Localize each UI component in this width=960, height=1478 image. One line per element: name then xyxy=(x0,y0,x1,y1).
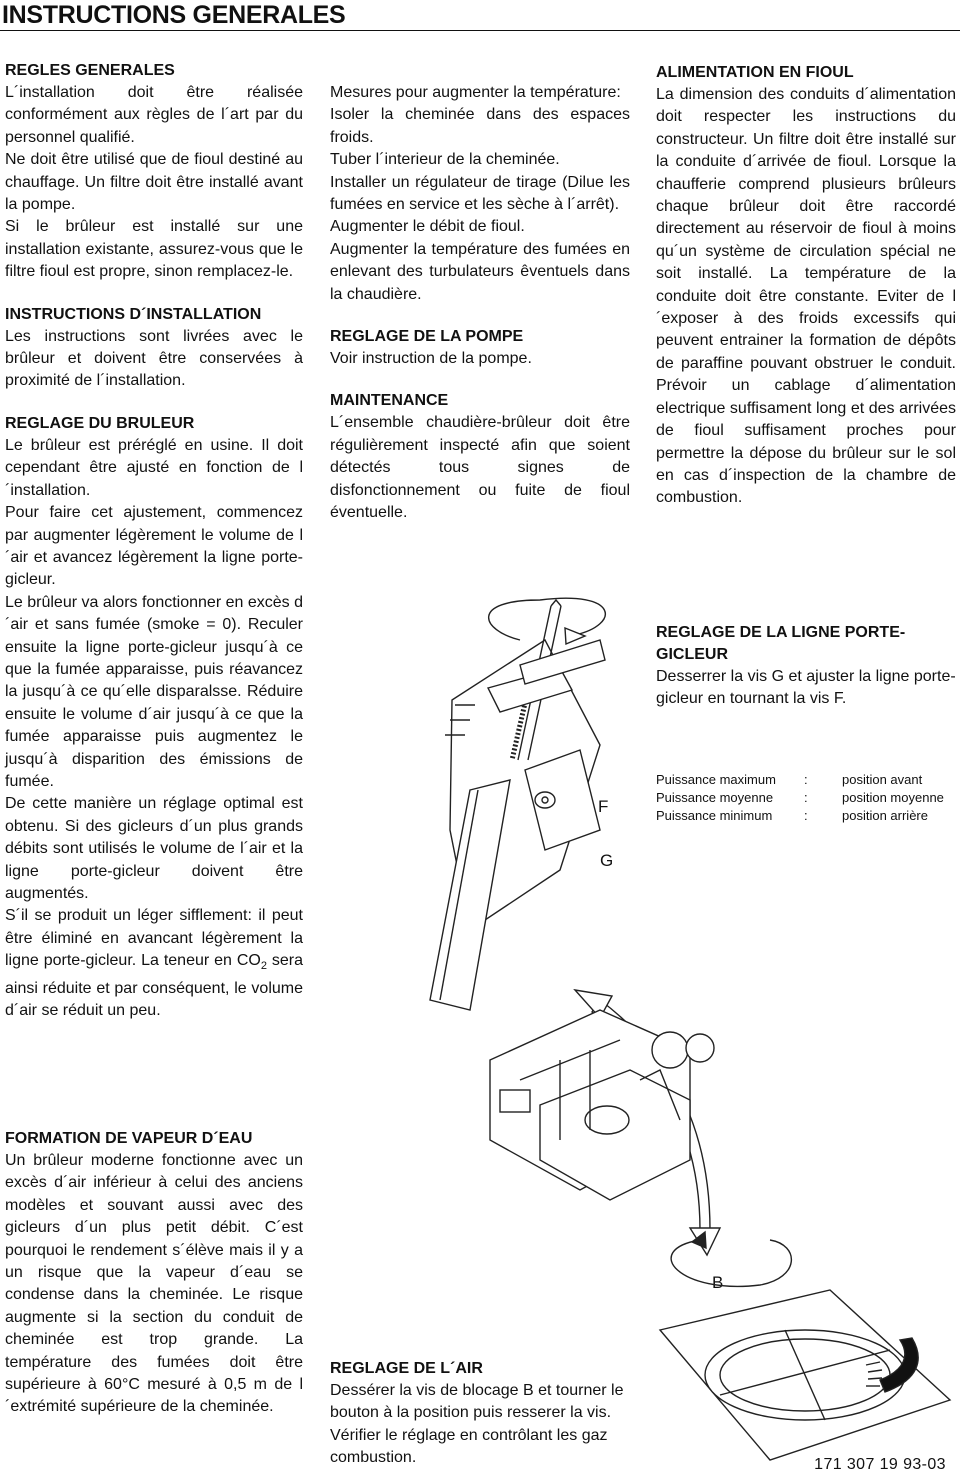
paragraph: Tuber l´interieur de la cheminée. xyxy=(330,151,560,169)
table-row: Puissance minimum : position arrière xyxy=(656,808,928,823)
paragraph: De cette manière un réglage optimal est obtenu. Si des gicleurs d´un plus grands débits sont utilisés le volume de l´air et la ligne porte-gicleur doivent être augmentés. xyxy=(5,795,303,902)
paragraph-co2: S´il se produit un léger sifflement: il peut être éliminé en avancant légèrement la ligne porte-gicleur. La teneur en $CO_2$ sera ainsi réduite et par conséquent, le volume d´air se réduit un peu. xyxy=(5,907,303,1020)
burner-unit-illustration xyxy=(490,1010,714,1200)
label-f: F xyxy=(598,797,609,816)
heading-reglage-pompe: REGLAGE DE LA POMPE xyxy=(330,328,524,346)
nozzle-line-adjustment-diagram xyxy=(430,598,605,1010)
heading-regles-generales: REGLES GENERALES xyxy=(5,62,175,79)
heading-maintenance: MAINTENANCE xyxy=(330,392,449,410)
paragraph: Mesures pour augmenter la température: xyxy=(330,84,621,101)
paragraph: Augmenter le débit de fioul. xyxy=(330,218,525,236)
paragraph: Augmenter la température des fumées en enlevant des turbulateurs êventuels dans la chaudière. xyxy=(330,240,630,303)
paragraph: Dessérer la vis de blocage B et tourner le bouton à la position puis resserer la vis. Vérifier le réglage en contrôlant les gaz combustion. xyxy=(330,1382,624,1467)
document-code: 171 307 19 93-03 xyxy=(814,1456,946,1473)
paragraph: La dimension des conduits d´alimentation doit respecter les instructions du constructeur. Un filtre doit être installé sur la conduite d´arrivée de fioul. Lorsque la chaufferie comprend plusieurs brûleurs chaque brûleur doit être raccordé directement au réservoir de fioul à moins qu´un système de circulation spécial ne soit installé. La température de la conduite doit être constante. Eviter de l´exposer à des froids excessifs qui peuvent entrainer la formation de dépôts de paraffine pouvant obstruer le conduit. Prévoir un cablage d´alimentation electrique suffisament long et des arrivées de fioul suffisament proches pour permettre la dépose du brûleur sur le sol en cas d´inspection de la chambre de combustion. xyxy=(656,86,956,507)
paragraph: Desserrer la vis G et ajuster la ligne porte-gicleur en tournant la vis F. xyxy=(656,668,956,708)
heading-instructions-installation: INSTRUCTIONS D´INSTALLATION xyxy=(5,305,262,323)
table-row: Puissance maximum : position avant xyxy=(656,772,923,787)
heading-reglage-bruleur: REGLAGE DU BRULEUR xyxy=(5,414,195,432)
heading-formation-vapeur: FORMATION DE VAPEUR D´EAU xyxy=(5,1130,253,1147)
paragraph: Installer un régulateur de tirage (Dilue les fumées en service et les sèche à l´arrêt). xyxy=(330,173,630,214)
paragraph: Un brûleur moderne fonctionne avec un excès d´air inférieur à celui des anciens modèles et souvant aussi avec des gicleurs d´un plus petit débit. C´est pourquoi le rendement s´élève mais il y a un risque que la vapeur d´eau se condense dans la cheminée. Le risque augmente si la section du conduit de cheminée est trop grande. La température des fumées doit être supérieure à 60°C mesuré à 0,5 m de l´extrémité supérieure de la cheminée. xyxy=(5,1152,303,1416)
paragraph: L´installation doit être réalisée conformément aux règles de l´art par du personnel qualifié. xyxy=(5,84,303,146)
heading-reglage-ligne: REGLAGE DE LA LIGNE PORTE-GICLEUR xyxy=(656,624,906,663)
page-title: INSTRUCTIONS GENERALES xyxy=(0,0,960,31)
paragraph: Le brûleur va alors fonctionner en excès d´air et sans fumée (smoke = 0). Reculer ensuite la ligne porte-gicleur jusqu´à ce que la fumée apparaisse, puis réavancez la jusqu´à ce qu´elle disparalsse. Réduire ensuite le volume d´air jusqu´à ce que la fumée apparaisse puis augmentez le jusqu´à disparition des émissions de fumée. xyxy=(5,593,303,790)
table-row: Puissance moyenne : position moyenne xyxy=(656,790,944,805)
paragraph: Voir instruction de la pompe. xyxy=(330,350,532,368)
label-b: B xyxy=(712,1273,724,1292)
heading-alimentation-fioul: ALIMENTATION EN FIOUL xyxy=(656,64,854,81)
paragraph: Si le brûleur est installé sur une installation existante, assurez-vous que le filtre fioul est propre, sinon remplacez-le. xyxy=(5,218,303,281)
heading-reglage-air: REGLAGE DE L´AIR xyxy=(330,1360,483,1377)
paragraph: Ne doit être utilisé que de fioul destiné au chauffage. Un filtre doit être installé avant la pompe. xyxy=(5,151,303,214)
paragraph: Pour faire cet ajustement, commencez par augmenter légèrement le volume de l´air et avancez légèrement la ligne porte-gicleur. xyxy=(5,504,303,589)
paragraph: Le brûleur est préréglé en usine. Il doit cependant être ajusté en fonction de l´installation. xyxy=(5,436,303,499)
paragraph: Les instructions sont livrées avec le brûleur et doivent être conservées à proximité de l´installation. xyxy=(5,327,303,390)
paragraph: L´ensemble chaudière-brûleur doit être régulièrement inspecté afin que soient détectés tous signes de disfonctionnement ou fuite de fioul éventuelle. xyxy=(330,414,630,522)
rotation-arrow-icon xyxy=(671,1232,791,1286)
air-dial-diagram xyxy=(660,1290,950,1460)
label-g: G xyxy=(600,851,614,870)
paragraph: Isoler la cheminée dans des espaces froids. xyxy=(330,106,630,146)
